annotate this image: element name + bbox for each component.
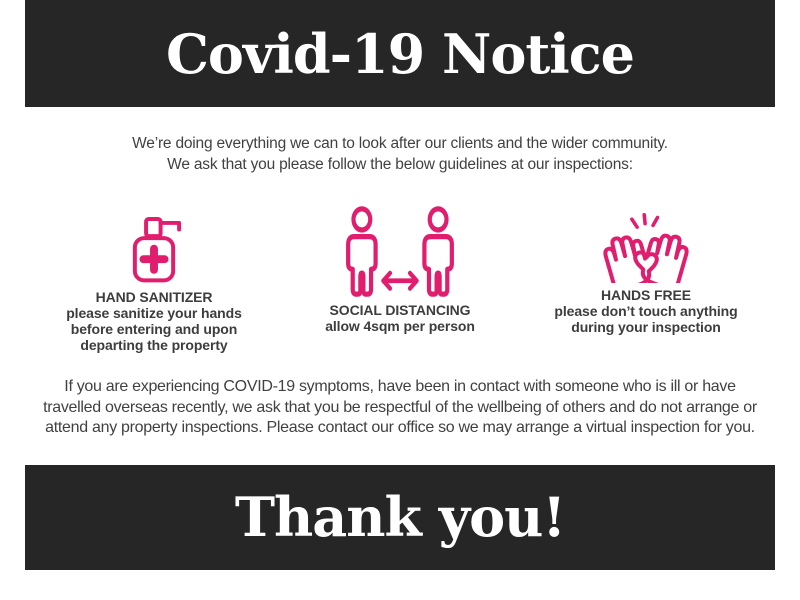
intro-line-2: We ask that you please follow the below guidelines at our inspections: <box>167 156 633 173</box>
covid-symptoms-notice: If you are experiencing COVID-19 symptoms, have been in contact with someone who is ill or have travelled overseas recently, we ask that you be respectful of the wellbeing of others and do not arrange or attend any property inspections. Please contact our office so we may arrange a virtual inspection for you. <box>43 378 757 436</box>
guideline-title: SOCIAL DISTANCING <box>329 302 471 318</box>
guideline-description: please sanitize your hands before entering and upon departing the property <box>66 305 242 353</box>
guideline-title: HANDS FREE <box>600 287 691 303</box>
guideline-description: allow 4sqm per person <box>325 318 475 334</box>
social-distancing-icon <box>339 201 461 298</box>
footer-bar <box>25 465 775 570</box>
guideline-description: please don’t touch anything during your inspection <box>554 303 738 335</box>
hand-sanitizer-icon <box>121 201 187 285</box>
hands-free-icon <box>593 201 699 283</box>
intro-line-1: We’re doing everything we can to look after our clients and the wider community. <box>132 135 668 152</box>
guideline-title: HAND SANITIZER <box>95 289 213 305</box>
header-bar <box>25 0 775 107</box>
page-title: Covid-19 Notice <box>165 21 635 86</box>
guidelines-section <box>38 201 762 353</box>
guideline-hands-free <box>530 201 762 353</box>
intro-text <box>0 133 800 175</box>
guideline-hand-sanitizer <box>38 201 270 353</box>
footer-title: Thank you! <box>234 485 566 549</box>
guideline-social-distancing <box>284 201 516 353</box>
